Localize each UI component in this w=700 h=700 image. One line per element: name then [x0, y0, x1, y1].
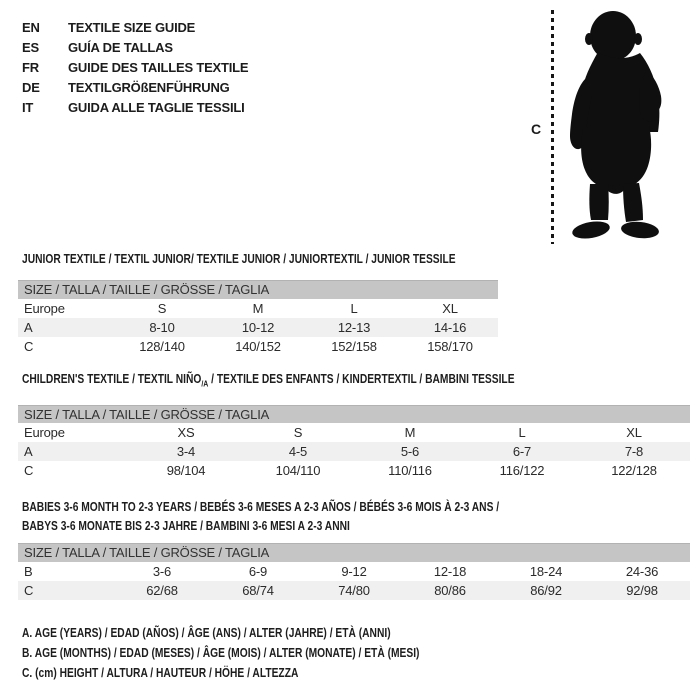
size-value: 140/152 — [235, 338, 281, 354]
title-segment: CHILDREN'S TEXTILE / TEXTIL NIÑO — [22, 372, 202, 386]
size-value: XS — [177, 425, 195, 440]
table-row — [18, 299, 498, 318]
language-row — [22, 38, 248, 58]
size-value: 104/110 — [275, 463, 321, 478]
language-code: IT — [22, 100, 34, 115]
toddler-leg-right — [623, 183, 643, 222]
size-value: 80/86 — [434, 582, 466, 598]
table-title-text — [22, 498, 499, 536]
size-header-row — [18, 544, 690, 562]
row-label: C — [24, 463, 34, 478]
language-row — [22, 78, 248, 98]
toddler-ear-right — [634, 33, 642, 45]
language-row — [22, 98, 248, 118]
size-value: 14-16 — [433, 319, 467, 335]
babies-textile-table-block — [18, 498, 690, 600]
table-title-text — [22, 250, 456, 269]
size-value: 152/158 — [331, 338, 377, 354]
size-header-cell: SIZE / TALLA / TAILLE / GRÖSSE / TAGLIA — [18, 544, 690, 562]
language-row — [22, 58, 248, 78]
table-title — [22, 498, 690, 536]
size-value: 98/104 — [166, 463, 206, 478]
size-value: 10-12 — [241, 319, 275, 335]
size-value: 128/140 — [139, 338, 185, 354]
row-label: A — [24, 319, 33, 335]
size-header-row — [18, 281, 498, 299]
size-header-cell: SIZE / TALLA / TAILLE / GRÖSSE / TAGLIA — [18, 281, 498, 299]
toddler-foot-left — [571, 219, 611, 241]
table-title-text — [22, 370, 515, 394]
height-measure-dashed-line — [551, 10, 554, 244]
language-code: ES — [22, 40, 39, 55]
size-value: 3-6 — [152, 563, 172, 579]
table-title — [22, 370, 690, 394]
language-label: GUIDE DES TAILLES TEXTILE — [68, 60, 249, 75]
junior-textile-table-block — [18, 250, 551, 356]
height-measure-label: C — [531, 121, 542, 137]
toddler-head — [590, 11, 636, 61]
size-value: 74/80 — [338, 582, 370, 598]
size-value: XL — [626, 425, 642, 440]
table-title — [22, 250, 551, 269]
size-table — [18, 405, 690, 481]
toddler-leg-left — [589, 184, 608, 220]
title-segment: /A — [201, 378, 209, 389]
table-row — [18, 581, 690, 600]
table-row — [18, 423, 690, 442]
legend-note — [22, 663, 507, 683]
size-value: L — [518, 425, 526, 440]
size-value: 158/170 — [427, 338, 473, 354]
size-header-row — [18, 405, 690, 423]
size-value: 68/74 — [242, 582, 274, 598]
language-label: TEXTILE SIZE GUIDE — [68, 20, 196, 35]
size-value: 122/128 — [611, 463, 657, 478]
language-code: FR — [22, 60, 39, 75]
legend-notes — [22, 623, 507, 683]
size-value: 6-7 — [512, 444, 532, 459]
row-label: Europe — [24, 425, 65, 440]
size-value: M — [252, 300, 264, 316]
legend-note-text: C. (cm) HEIGHT / ALTURA / HAUTEUR / HÖHE / ALTEZZA — [22, 666, 299, 680]
size-value: M — [404, 425, 416, 440]
language-code: EN — [22, 20, 40, 35]
size-value: 116/122 — [499, 463, 545, 478]
size-value: 12-18 — [433, 563, 467, 579]
size-value: 24-36 — [625, 563, 659, 579]
size-value: 18-24 — [529, 563, 563, 579]
size-value: 12-13 — [337, 319, 371, 335]
size-value: 110/116 — [388, 463, 432, 478]
legend-note-text: A. AGE (YEARS) / EDAD (AÑOS) / ÂGE (ANS) / ALTER (JAHRE) / ETÀ (ANNI) — [22, 626, 391, 640]
table-row — [18, 442, 690, 461]
size-value: 8-10 — [149, 319, 175, 335]
legend-note-text: B. AGE (MONTHS) / EDAD (MESES) / ÂGE (MOIS) / ALTER (MONATE) / ETÀ (MESI) — [22, 646, 420, 660]
row-label: Europe — [24, 300, 65, 316]
language-row — [22, 18, 248, 38]
title-segment: JUNIOR TEXTILE / TEXTIL JUNIOR/ TEXTILE JUNIOR / JUNIORTEXTIL / JUNIOR TESSILE — [22, 252, 456, 266]
language-label: TEXTILGRÖßENFÜHRUNG — [68, 80, 230, 95]
legend-note — [22, 643, 507, 663]
row-label: A — [24, 444, 33, 459]
size-value: 86/92 — [530, 582, 562, 598]
table-row — [18, 337, 498, 356]
size-table — [18, 543, 690, 600]
size-value: L — [350, 300, 358, 316]
size-value: 62/68 — [146, 582, 178, 598]
table-row — [18, 318, 498, 337]
size-value: XL — [442, 300, 458, 316]
toddler-shorts — [581, 126, 651, 194]
size-value: 9-12 — [341, 563, 367, 579]
language-label: GUÍA DE TALLAS — [68, 40, 173, 55]
toddler-silhouette-image — [560, 8, 680, 244]
legend-note — [22, 623, 507, 643]
language-list — [22, 18, 248, 118]
size-header-cell: SIZE / TALLA / TAILLE / GRÖSSE / TAGLIA — [18, 405, 690, 423]
size-table — [18, 280, 498, 356]
language-code: DE — [22, 80, 40, 95]
table-row — [18, 562, 690, 581]
toddler-foot-right — [620, 220, 659, 240]
title-segment: BABIES 3-6 MONTH TO 2-3 YEARS / BEBÉS 3-6 MESES A 2-3 AÑOS / BÉBÉS 3-6 MOIS À 2-3 ANS / — [22, 500, 500, 514]
size-value: S — [157, 300, 167, 316]
size-value: 4-5 — [288, 444, 308, 459]
language-label: GUIDA ALLE TAGLIE TESSILI — [68, 100, 245, 115]
row-label: C — [24, 582, 34, 598]
size-value: 3-4 — [176, 444, 196, 459]
row-label: C — [24, 338, 34, 354]
table-row — [18, 461, 690, 480]
size-value: 7-8 — [624, 444, 644, 459]
size-value: 92/98 — [626, 582, 658, 598]
size-value: S — [293, 425, 303, 440]
size-value: 5-6 — [400, 444, 420, 459]
title-segment: / TEXTILE DES ENFANTS / KINDERTEXTIL / BAMBINI TESSILE — [208, 372, 515, 386]
title-segment: BABYS 3-6 MONATE BIS 2-3 JAHRE / BAMBINI 3-6 MESI A 2-3 ANNI — [22, 519, 350, 533]
row-label: B — [24, 563, 33, 579]
size-value: 6-9 — [248, 563, 268, 579]
toddler-ear-left — [585, 33, 593, 45]
childrens-textile-table-block — [18, 370, 690, 480]
